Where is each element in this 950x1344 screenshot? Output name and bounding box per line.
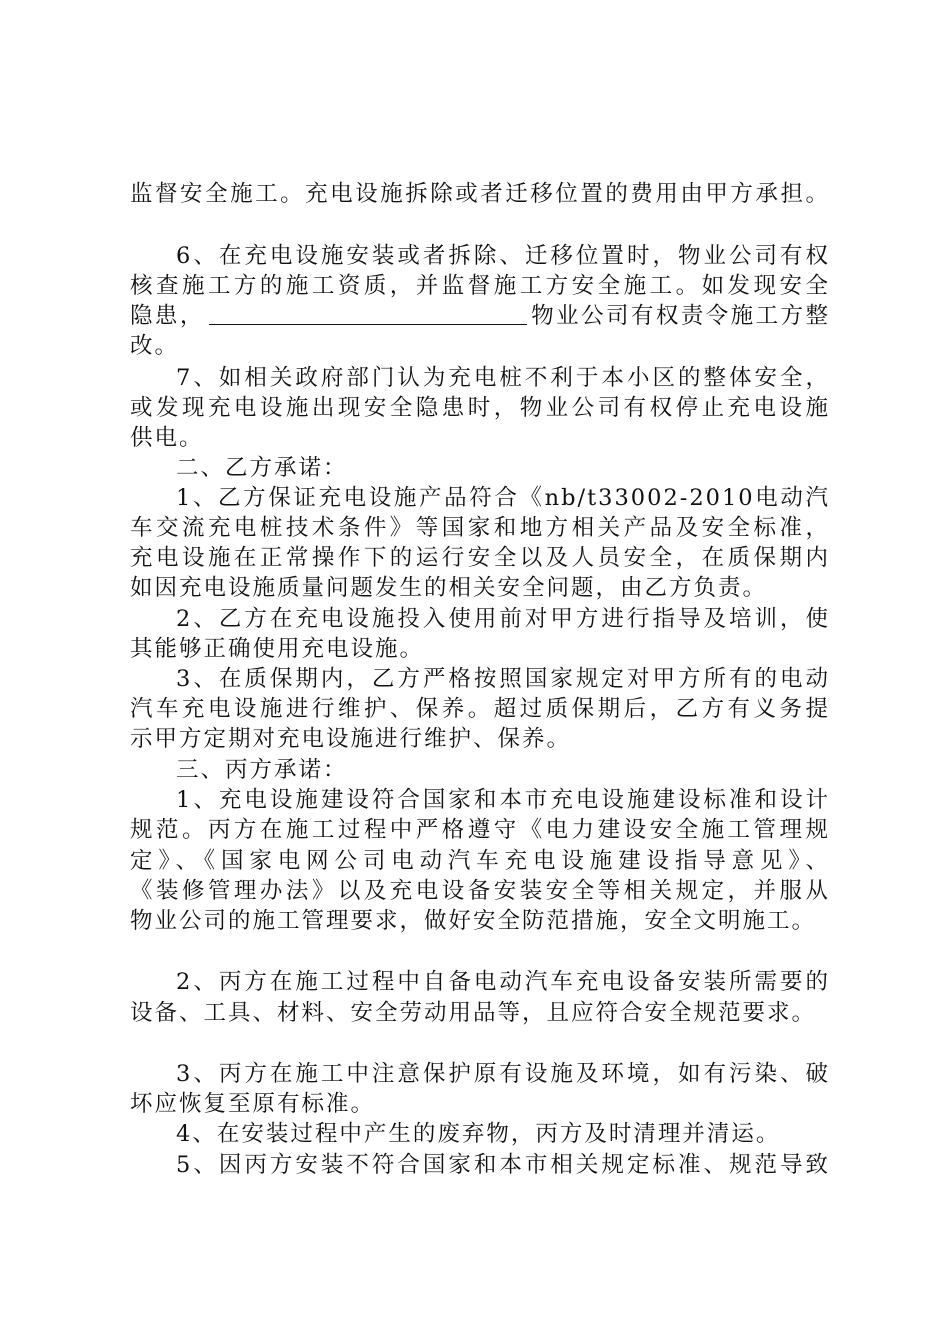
paragraph-line: 充电设施在正常操作下的运行安全以及人员安全，在质保期内 [130,545,830,571]
paragraph-line: 汽车充电设施进行维护、保养。超过质保期后，乙方有义务提 [130,696,830,722]
paragraph-line: 6、在充电设施安装或者拆除、迁移位置时，物业公司有权 [176,243,830,269]
paragraph-line: 3、丙方在施工中注意保护原有设施及环境，如有污染、破 [176,1061,830,1087]
paragraph-line: 设备、工具、材料、安全劳动用品等，且应符合安全规范要求。 [130,1000,817,1026]
paragraph-line: 7、如相关政府部门认为充电桩不利于本小区的整体安全， [176,365,830,391]
paragraph-line: 2、乙方在充电设施投入使用前对甲方进行指导及培训，使 [176,606,830,632]
line-text-after-blank: 物业公司有权责令施工方整 [530,303,830,329]
paragraph-line: 规范。丙方在施工过程中严格遵守《电力建设安全施工管理规 [130,817,830,843]
paragraph-line: 核查施工方的施工资质，并监督施工方安全施工。如发现安全 [130,273,830,299]
paragraph-line: 定》、《国家电网公司电动汽车充电设施建设指导意见》、 [130,848,830,874]
paragraph-line: 坏应恢复至原有标准。 [130,1091,376,1117]
paragraph-line: 如因充电设施质量问题发生的相关安全问题，由乙方负责。 [130,575,768,601]
section-heading: 三、丙方承诺： [176,757,348,783]
paragraph-line: 供电。 [130,425,204,451]
line-text-before-blank: 隐患， [130,303,205,329]
paragraph-line: 或发现充电设施出现安全隐患时，物业公司有权停止充电设施 [130,395,830,421]
paragraph-line: 5、因丙方安装不符合国家和本市相关规定标准、规范导致 [176,1152,830,1178]
section-heading: 二、乙方承诺： [176,455,348,481]
paragraph-line: 车交流充电桩技术条件》等国家和地方相关产品及安全标准， [130,515,830,541]
paragraph-line-with-blank [130,300,830,332]
paragraph-line: 其能够正确使用充电设施。 [130,636,425,662]
paragraph-line: 监督安全施工。充电设施拆除或者迁移位置的费用由甲方承担。 [130,181,830,207]
paragraph-line: 示甲方定期对充电设施进行维护、保养。 [130,726,572,752]
paragraph-line: 2、丙方在施工过程中自备电动汽车充电设备安装所需要的 [176,969,830,995]
paragraph-line: 1、乙方保证充电设施产品符合《nb/t33002-2010电动汽 [176,485,830,511]
paragraph-line: 4、在安装过程中产生的废弃物，丙方及时清理并清运。 [176,1121,781,1147]
paragraph-line: 3、在质保期内，乙方严格按照国家规定对甲方所有的电动 [176,666,830,692]
paragraph-line: 物业公司的施工管理要求，做好安全防范措施，安全文明施工。 [130,908,817,934]
paragraph-line: 改。 [130,333,180,359]
paragraph-line: 《装修管理办法》以及充电设备安装安全等相关规定，并服从 [130,878,830,904]
fill-in-blank [209,304,527,325]
paragraph-line: 1、充电设施建设符合国家和本市充电设施建设标准和设计 [176,787,830,813]
